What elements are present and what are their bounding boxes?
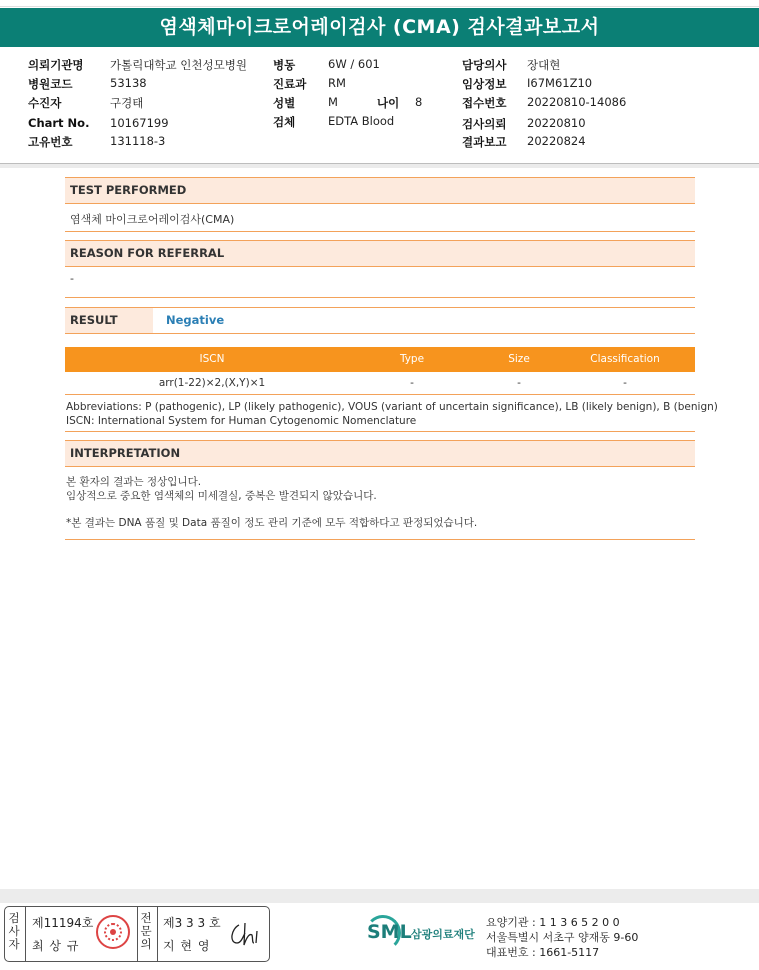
divider: [157, 907, 158, 961]
footer-separator-band: [0, 889, 759, 903]
value-receipt-no: 20220810-14086: [527, 95, 627, 109]
organization-name: 삼광의료재단: [411, 928, 475, 941]
label-request-date: 검사의뢰: [462, 117, 507, 131]
value-clinical-info: I67M61Z10: [527, 76, 593, 90]
label-hospital-code: 병원코드: [28, 77, 73, 91]
logo-text: SML: [367, 921, 412, 943]
cell-size: -: [517, 377, 521, 389]
abbreviations-line: Abbreviations: P (pathogenic), LP (likely pathogenic), VOUS (variant of uncertain significance), LB (likely benign), B (benign): [66, 401, 718, 413]
signature-icon: [225, 919, 261, 949]
examiner-title: 검사자: [8, 911, 20, 951]
phone: 대표번호 : 1661-5117: [486, 946, 600, 959]
section-heading: REASON FOR REFERRAL: [70, 246, 225, 260]
label-ward: 병동: [273, 58, 296, 72]
address: 서울특별시 서초구 양재동 9-60: [486, 931, 639, 944]
column-header-classification: Classification: [590, 353, 660, 365]
divider: [65, 539, 695, 540]
value-patient: 구경태: [110, 96, 144, 110]
sml-logo: [363, 912, 493, 952]
section-test-performed: [65, 177, 695, 204]
column-header-type: Type: [399, 353, 425, 365]
value-unique-no: 131118-3: [110, 134, 166, 148]
label-receipt-no: 접수번호: [462, 96, 507, 110]
label-department: 진료과: [273, 77, 307, 91]
examiner-seal-icon: [96, 915, 130, 949]
top-border: [0, 0, 759, 7]
section-interpretation: [65, 440, 695, 467]
value-hospital-code: 53138: [110, 76, 147, 90]
divider: [65, 297, 695, 298]
table-bottom-line: [65, 394, 695, 395]
iscn-note: ISCN: International System for Human Cytogenomic Nomenclature: [66, 415, 417, 427]
signature-box: [4, 906, 270, 962]
header-separator-band: [0, 164, 759, 168]
label-clinical-info: 임상정보: [462, 77, 507, 91]
report-title: 염색체마이크로어레이검사 (CMA) 검사결과보고서: [0, 8, 759, 47]
section-heading: TEST PERFORMED: [70, 183, 187, 197]
interpretation-line: 본 환자의 결과는 정상입니다.: [66, 476, 202, 488]
value-chart-no: 10167199: [110, 116, 169, 130]
result-label-cell: [65, 308, 153, 333]
column-header-iscn: ISCN: [199, 353, 225, 365]
interpretation-line: 임상적으로 중요한 염색체의 미세결실, 중복은 발견되지 않았습니다.: [66, 490, 377, 502]
value-request-date: 20220810: [527, 116, 586, 130]
result-value: Negative: [166, 313, 225, 327]
label-patient: 수진자: [28, 96, 62, 110]
column-header-size: Size: [508, 353, 530, 365]
label-sex: 성별: [273, 96, 296, 110]
examiner-name: 최 상 규: [32, 939, 80, 953]
qc-note: *본 결과는 DNA 품질 및 Data 품질이 정도 관리 기준에 모두 적합하다고 판정되었습니다.: [66, 517, 478, 529]
specialist-title: 전문의: [140, 911, 152, 951]
cell-type: -: [410, 377, 414, 389]
specialist-license: 제3 3 3 호: [163, 916, 221, 930]
label-unique-no: 고유번호: [28, 135, 73, 149]
section-referral: [65, 240, 695, 267]
label-report-date: 결과보고: [462, 135, 507, 149]
institution-code: 요양기관 : 1 1 3 6 5 2 0 0: [486, 916, 620, 929]
divider: [65, 231, 695, 232]
cell-iscn: arr(1-22)×2,(X,Y)×1: [158, 377, 266, 389]
label-doctor: 담당의사: [462, 58, 507, 72]
label-institution: 의뢰기관명: [28, 58, 84, 72]
value-sex: M: [328, 95, 338, 109]
cell-classification: -: [623, 377, 627, 389]
value-report-date: 20220824: [527, 134, 586, 148]
referral-text: -: [70, 272, 74, 285]
value-specimen: EDTA Blood: [328, 114, 395, 128]
value-doctor: 장대현: [527, 58, 561, 72]
divider: [25, 907, 26, 961]
section-heading: INTERPRETATION: [70, 446, 181, 460]
value-department: RM: [328, 76, 346, 90]
value-age: 8: [415, 95, 423, 109]
value-ward: 6W / 601: [328, 57, 380, 71]
label-chart-no: Chart No.: [28, 116, 90, 130]
specialist-name: 지 현 영: [163, 939, 211, 953]
table-header: [65, 347, 695, 372]
label-age: 나이: [377, 96, 400, 110]
label-specimen: 검체: [273, 115, 296, 129]
test-performed-text: 염색체 마이크로어레이검사(CMA): [70, 213, 235, 226]
divider: [137, 907, 138, 961]
divider: [65, 431, 695, 432]
result-label: RESULT: [70, 313, 118, 327]
examiner-license: 제11194호: [32, 916, 94, 930]
result-bar: [65, 307, 695, 334]
value-institution: 가톨릭대학교 인천성모병원: [110, 58, 247, 72]
